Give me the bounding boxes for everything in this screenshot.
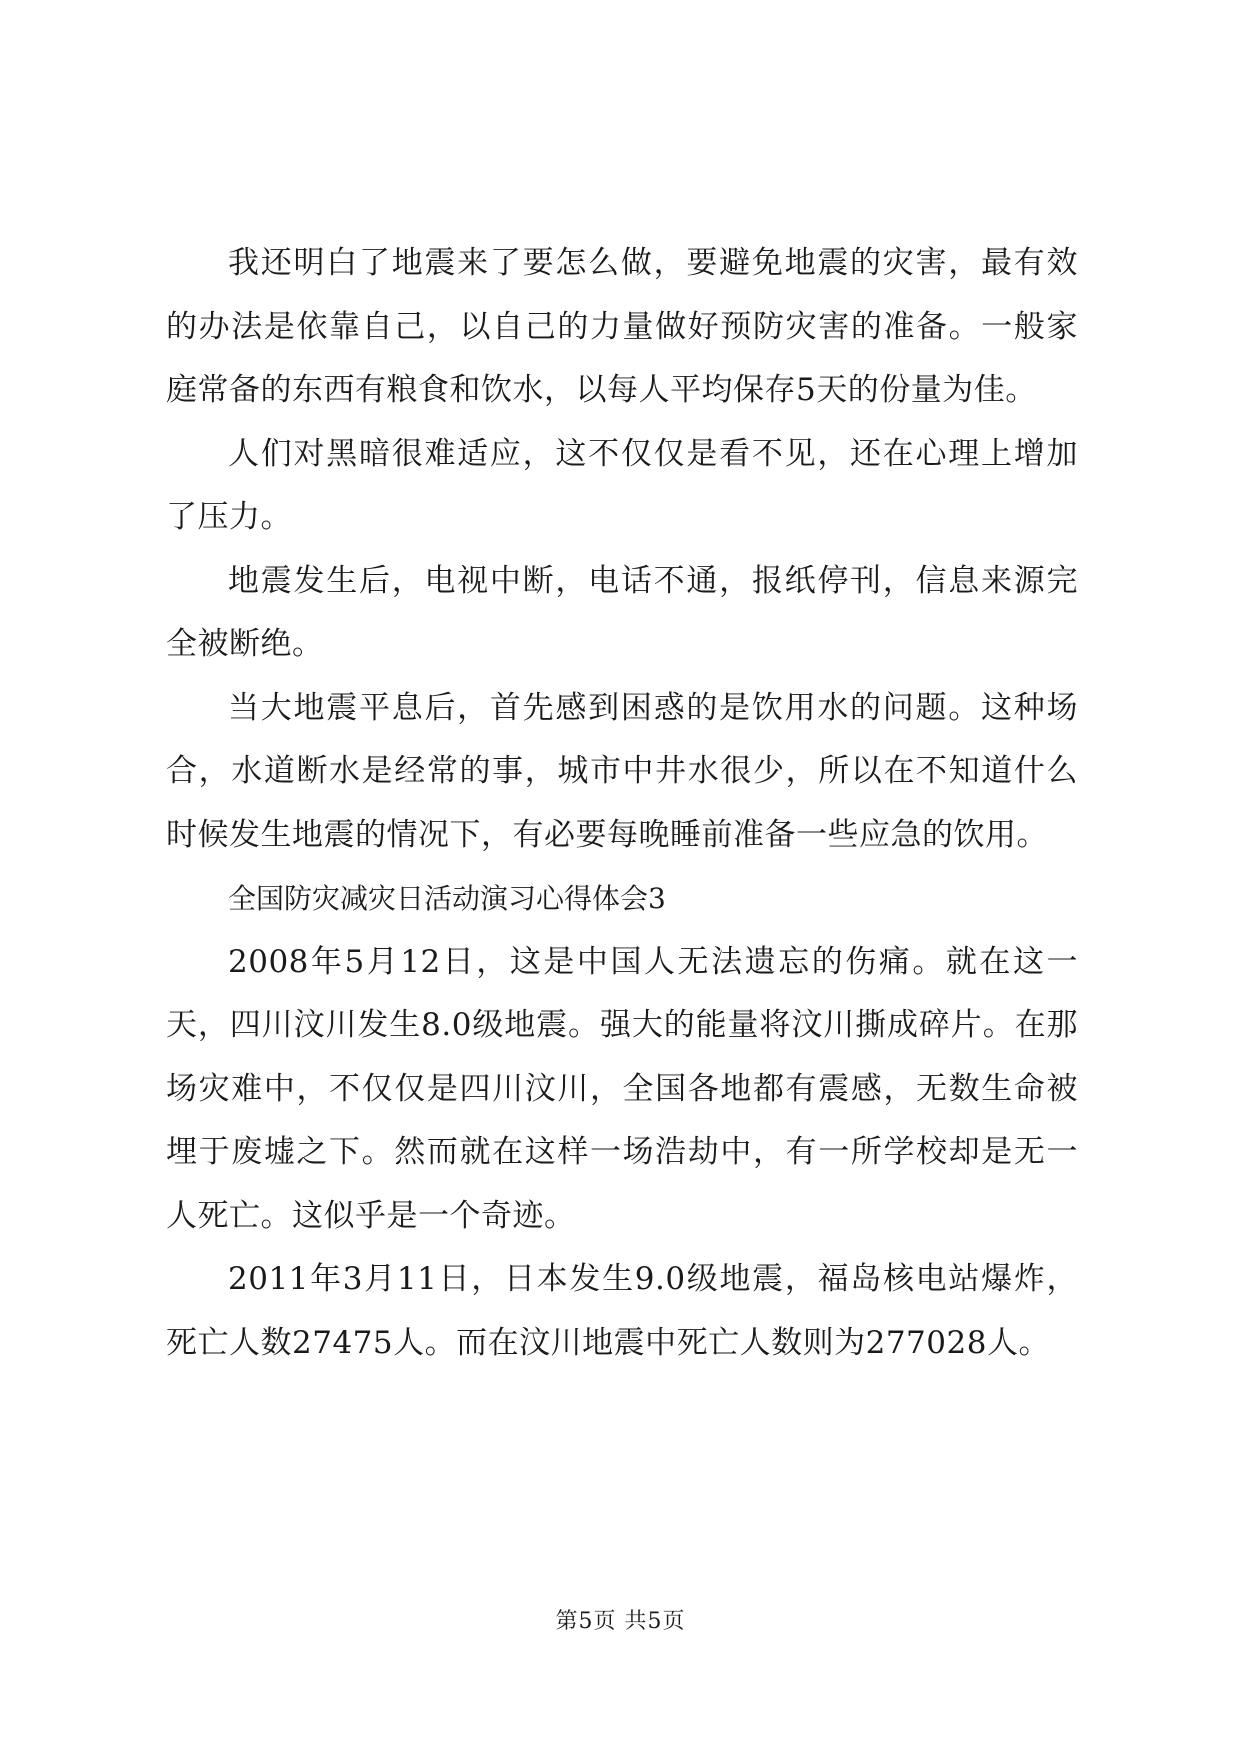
paragraph: 2008年5月12日，这是中国人无法遗忘的伤痛。就在这一天，四川汶川发生8.0级地震。强大的能量将汶川撕成碎片。在那场灾难中，不仅仅是四川汶川，全国各地都有震感，无数生命被埋于废墟之下。然而就在这样一场浩劫中，有一所学校却是无一人死亡。这似乎是一个奇迹。 [166, 943, 1078, 1234]
paragraph: 我还明白了地震来了要怎么做，要避免地震的灾害，最有效的办法是依靠自己，以自己的力量做好预防灾害的准备。一般家庭常备的东西有粮食和饮水，以每人平均保存5天的份量为佳。 [166, 245, 1078, 408]
paragraph: 地震发生后，电视中断，电话不通，报纸停刊，信息来源完全被断绝。 [166, 562, 1078, 662]
paragraph: 人们对黑暗很难适应，这不仅仅是看不见，还在心理上增加了压力。 [166, 435, 1078, 535]
section-heading: 全国防灾减灾日活动演习心得体会3 [228, 882, 666, 915]
paragraph: 2011年3月11日，日本发生9.0级地震，福岛核电站爆炸，死亡人数27475人。而在汶川地震中死亡人数则为277028人。 [166, 1261, 1078, 1361]
document-body [166, 232, 1078, 1375]
paragraph: 当大地震平息后，首先感到困惑的是饮用水的问题。这种场合，水道断水是经常的事，城市中井水很少，所以在不知道什么时候发生地震的情况下，有必要每晚睡前准备一些应急的饮用。 [166, 689, 1078, 853]
page-number-footer: 第5页 共5页 [555, 1609, 686, 1634]
